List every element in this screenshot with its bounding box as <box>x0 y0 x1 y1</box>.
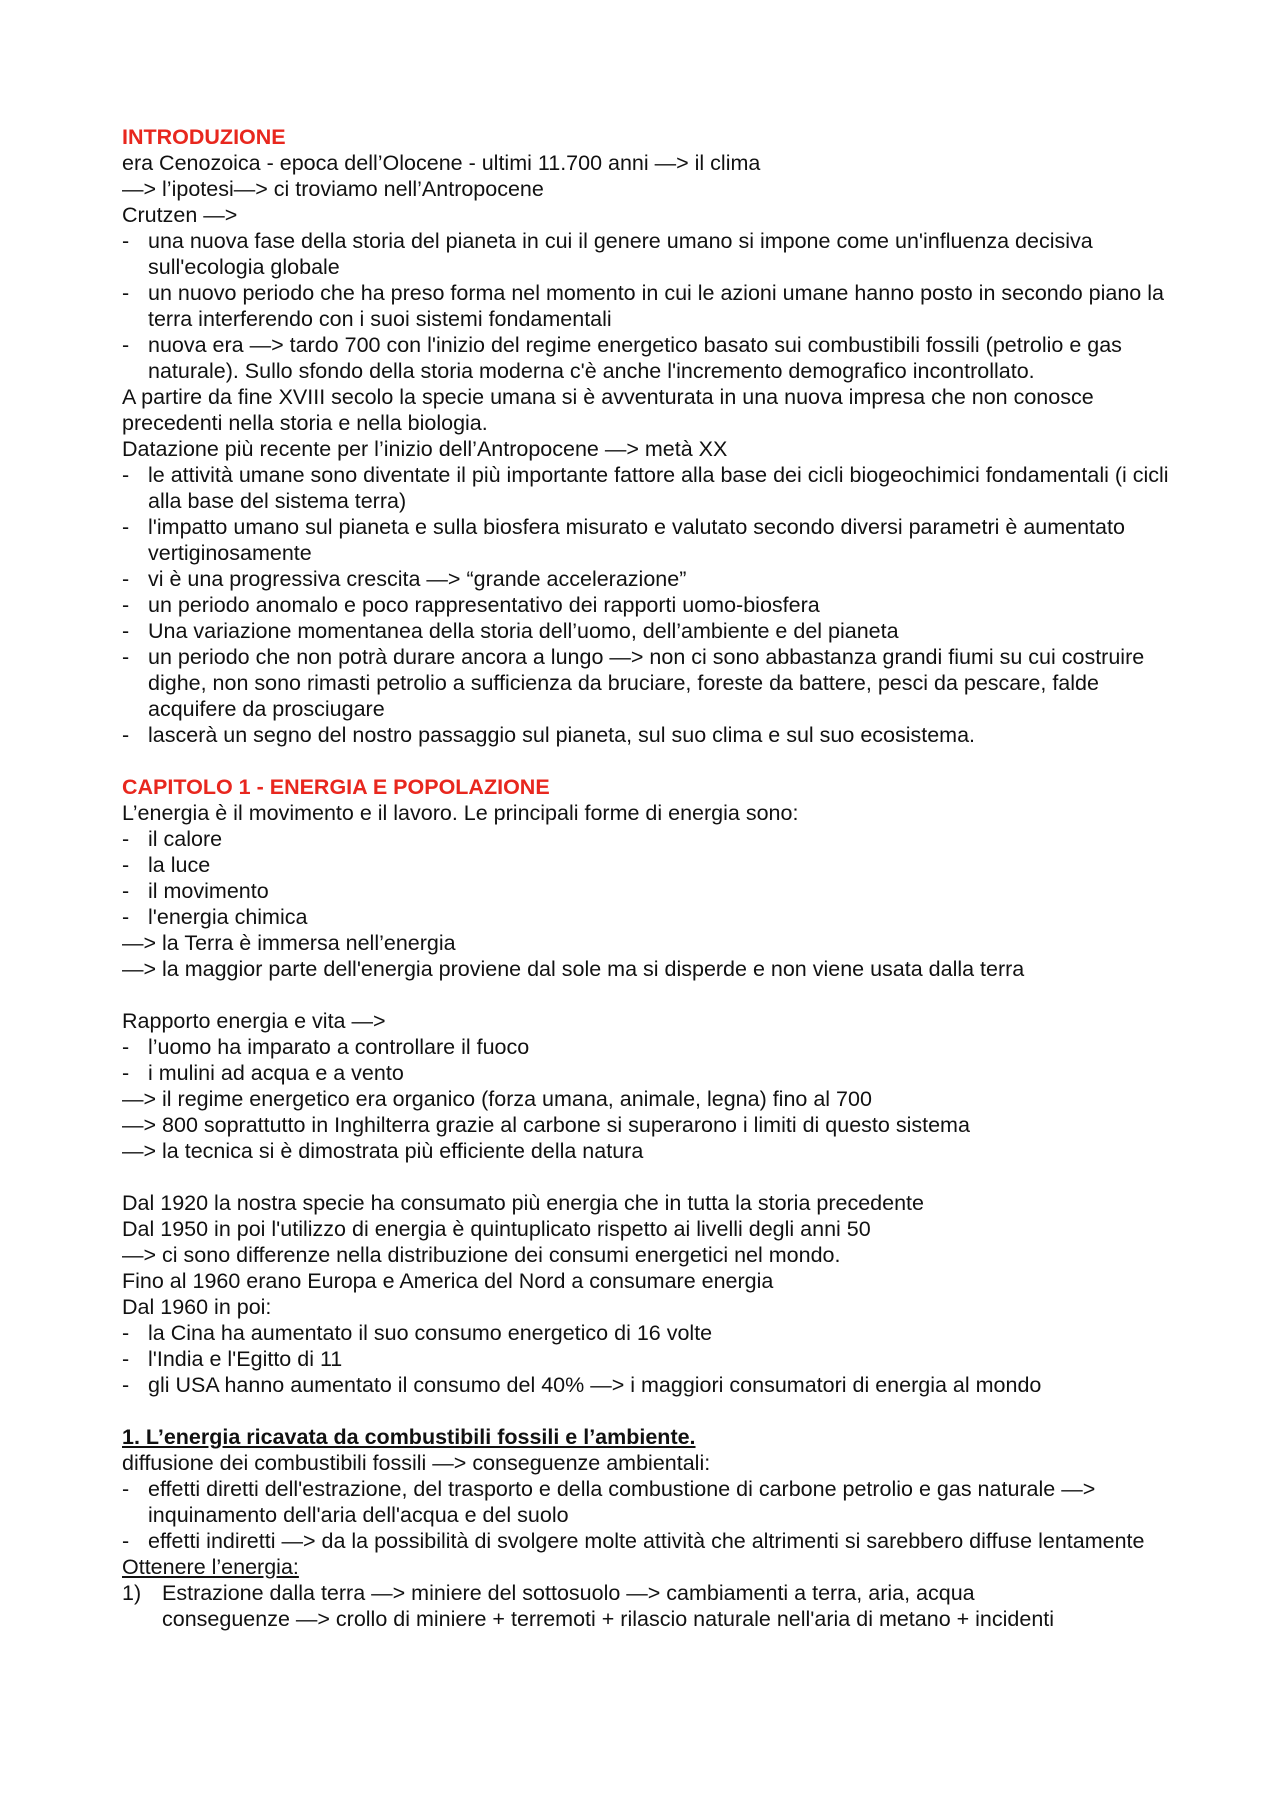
list-item: - il calore <box>122 826 1192 852</box>
item-line: conseguenze —> crollo di miniere + terremoti + rilascio naturale nell'aria di metano + incidenti <box>162 1607 1055 1631</box>
list-item: - lascerà un segno del nostro passaggio sul pianeta, sul suo clima e sul suo ecosistema. <box>122 722 1192 748</box>
consumo-list <box>122 1320 1192 1398</box>
intro-line: era Cenozoica - epoca dell’Olocene - ultimi 11.700 anni —> il clima <box>122 151 761 175</box>
list-item: - l'energia chimica <box>122 904 1192 930</box>
list-item: - effetti indiretti —> da la possibilità di svolgere molte attività che altrimenti si sarebbero diffuse lentamente <box>122 1528 1192 1554</box>
consumo-line: —> ci sono differenze nella distribuzione dei consumi energetici nel mondo. <box>122 1243 841 1267</box>
energy-forms-list <box>122 826 1192 930</box>
list-item: - l’uomo ha imparato a controllare il fuoco <box>122 1034 1192 1060</box>
list-item: - le attività umane sono diventate il più importante fattore alla base dei cicli biogeochimici fondamentali (i cicli alla base del sistema terra) <box>122 462 1192 514</box>
document-page <box>122 124 1192 1632</box>
intro-line: —> l’ipotesi—> ci troviamo nell’Antropocene <box>122 177 544 201</box>
intro-heading: INTRODUZIONE <box>122 125 286 149</box>
list-item: - una nuova fase della storia del pianeta in cui il genere umano si impone come un'influenza decisiva sull'ecologia globale <box>122 228 1192 280</box>
arrow-line: —> 800 soprattutto in Inghilterra grazie al carbone si superarono i limiti di questo sistema <box>122 1113 970 1137</box>
intro-paragraph: A partire da fine XVIII secolo la specie umana si è avventurata in una nuova impresa che non conosce precedenti nella storia e nella biologia. <box>122 385 1094 435</box>
chapter-intro-line: L’energia è il movimento e il lavoro. Le principali forme di energia sono: <box>122 801 799 825</box>
list-item: - la luce <box>122 852 1192 878</box>
consumo-line: Fino al 1960 erano Europa e America del Nord a consumare energia <box>122 1269 774 1293</box>
item-line: Estrazione dalla terra —> miniere del sottosuolo —> cambiamenti a terra, aria, acqua <box>162 1581 975 1605</box>
arrow-line: —> la maggior parte dell'energia proviene dal sole ma si disperde e non viene usata dalla terra <box>122 957 1025 981</box>
consumo-line: Dal 1950 in poi l'utilizzo di energia è quintuplicato rispetto ai livelli degli anni 50 <box>122 1217 871 1241</box>
list-item: - un periodo che non potrà durare ancora a lungo —> non ci sono abbastanza grandi fiumi su cui costruire dighe, non sono rimasti petrolio a sufficienza da bruciare, foreste da battere, pesci da pescare, falde acquifere da prosciugare <box>122 644 1192 722</box>
list-item: - gli USA hanno aumentato il consumo del 40% —> i maggiori consumatori di energia al mondo <box>122 1372 1192 1398</box>
intro-paragraph: Datazione più recente per l’inizio dell’Antropocene —> metà XX <box>122 437 728 461</box>
list-item: - un nuovo periodo che ha preso forma nel momento in cui le azioni umane hanno posto in secondo piano la terra interferendo con i suoi sistemi fondamentali <box>122 280 1192 332</box>
numbered-list <box>122 1580 1192 1632</box>
section-subtitle: Ottenere l’energia: <box>122 1555 299 1579</box>
section-heading: 1. L’energia ricavata da combustibili fossili e l’ambiente. <box>122 1425 696 1449</box>
list-item: - un periodo anomalo e poco rappresentativo dei rapporti uomo-biosfera <box>122 592 1192 618</box>
list-item: - effetti diretti dell'estrazione, del trasporto e della combustione di carbone petrolio e gas naturale —> inquinamento dell'aria dell'acqua e del suolo <box>122 1476 1192 1528</box>
list-item: - il movimento <box>122 878 1192 904</box>
intro-line: Crutzen —> <box>122 203 238 227</box>
list-item: - i mulini ad acqua e a vento <box>122 1060 1192 1086</box>
list-item: - la Cina ha aumentato il suo consumo energetico di 16 volte <box>122 1320 1192 1346</box>
rapporto-list <box>122 1034 1192 1086</box>
consumo-line: Dal 1960 in poi: <box>122 1295 272 1319</box>
numbered-item <box>122 1580 1192 1632</box>
arrow-line: —> la Terra è immersa nell’energia <box>122 931 456 955</box>
crutzen-list <box>122 228 1192 384</box>
effects-list <box>122 1476 1192 1554</box>
consumo-line: Dal 1920 la nostra specie ha consumato più energia che in tutta la storia precedente <box>122 1191 924 1215</box>
arrow-line: —> il regime energetico era organico (forza umana, animale, legna) fino al 700 <box>122 1087 872 1111</box>
chapter-heading: CAPITOLO 1 - ENERGIA E POPOLAZIONE <box>122 775 550 799</box>
item-number: 1) <box>122 1581 142 1605</box>
list-item: - vi è una progressiva crescita —> “grande accelerazione” <box>122 566 1192 592</box>
list-item: - l'India e l'Egitto di 11 <box>122 1346 1192 1372</box>
rapporto-line: Rapporto energia e vita —> <box>122 1009 386 1033</box>
antropocene-list <box>122 462 1192 748</box>
list-item: - l'impatto umano sul pianeta e sulla biosfera misurato e valutato secondo diversi parametri è aumentato vertiginosamente <box>122 514 1192 566</box>
arrow-line: —> la tecnica si è dimostrata più efficiente della natura <box>122 1139 644 1163</box>
section-line: diffusione dei combustibili fossili —> conseguenze ambientali: <box>122 1451 711 1475</box>
list-item: - nuova era —> tardo 700 con l'inizio del regime energetico basato sui combustibili fossili (petrolio e gas naturale). Sullo sfondo della storia moderna c'è anche l'incremento demografico incontrollato. <box>122 332 1192 384</box>
list-item: - Una variazione momentanea della storia dell’uomo, dell’ambiente e del pianeta <box>122 618 1192 644</box>
